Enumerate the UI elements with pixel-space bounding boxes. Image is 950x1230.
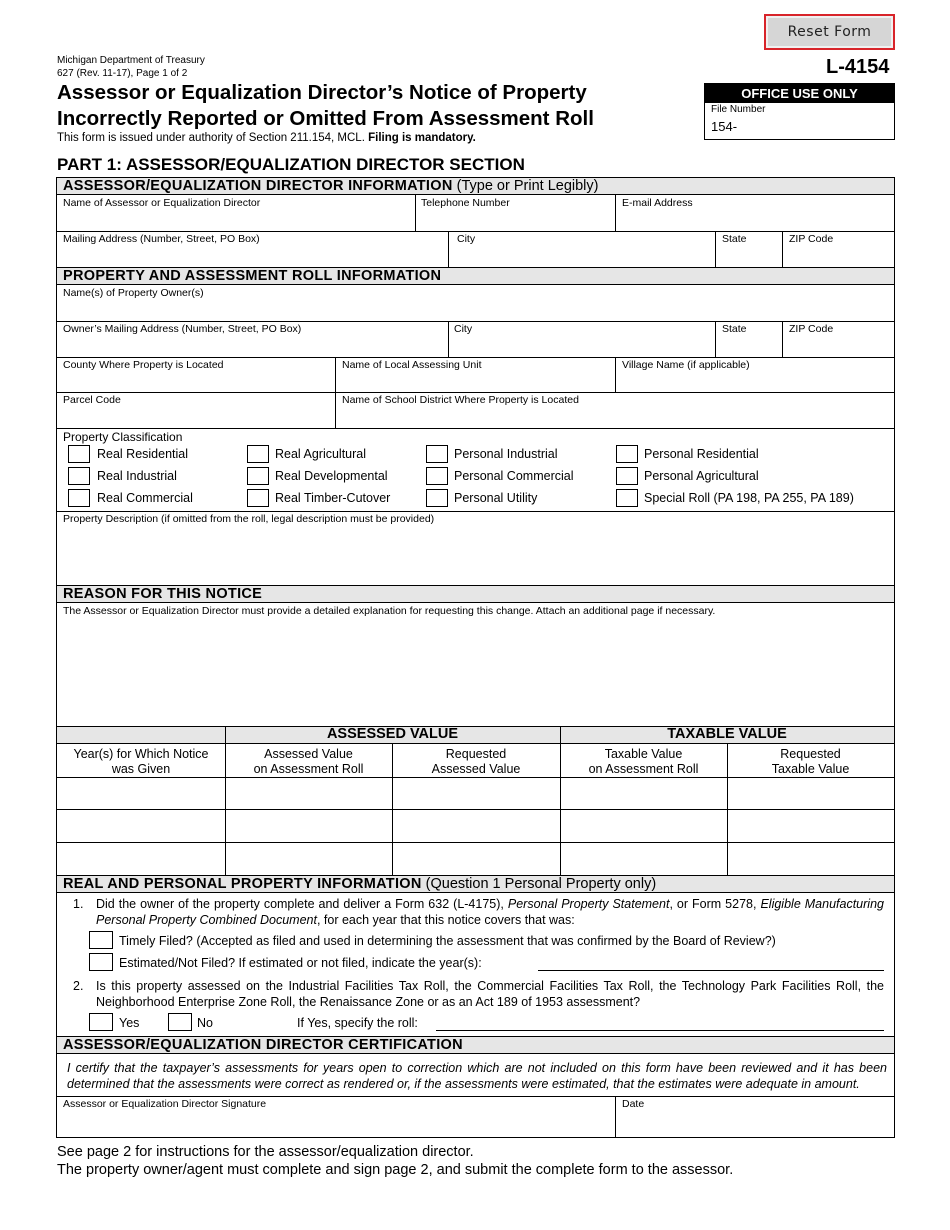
classification-label-item: Personal Utility	[454, 491, 538, 505]
divider	[782, 321, 783, 357]
assessed-value-heading: ASSESSED VALUE	[326, 726, 459, 742]
table-row[interactable]	[57, 809, 894, 810]
classification-label-item: Real Industrial	[97, 469, 177, 483]
reset-form-button[interactable]: Reset Form	[764, 14, 895, 50]
column-header-assessed-roll	[225, 747, 392, 777]
director-zip-field[interactable]: ZIP Code	[789, 233, 834, 245]
file-number-label: File Number	[711, 104, 766, 115]
reason-heading: REASON FOR THIS NOTICE	[63, 586, 263, 602]
checkbox-personal-agricultural[interactable]	[616, 467, 638, 485]
title-line-2: Incorrectly Reported or Omitted From Assessment Roll	[57, 107, 594, 130]
checkbox-real-residential[interactable]	[68, 445, 90, 463]
owner-zip-field[interactable]: ZIP Code	[789, 323, 834, 335]
signature-field[interactable]: Assessor or Equalization Director Signature	[63, 1098, 267, 1110]
director-address-field[interactable]: Mailing Address (Number, Street, PO Box)	[63, 233, 260, 245]
timely-filed-label: Timely Filed? (Accepted as filed and used in determining the assessment that was confirmed by the Board of Review?)	[119, 934, 776, 948]
local-unit-field[interactable]: Name of Local Assessing Unit	[342, 359, 482, 371]
checkbox-personal-commercial[interactable]	[426, 467, 448, 485]
q1-text-part: Personal Property Statement	[507, 897, 670, 911]
divider	[782, 231, 783, 267]
divider	[57, 428, 894, 429]
column-header-line: Assessed Value	[431, 762, 521, 776]
divider	[57, 321, 894, 322]
question-1-number: 1.	[73, 897, 84, 911]
classification-label: Property Classification	[63, 430, 183, 444]
village-field[interactable]: Village Name (if applicable)	[622, 359, 750, 371]
checkbox-estimated-not-filed[interactable]	[89, 953, 113, 971]
column-header-years	[57, 747, 225, 777]
divider	[57, 357, 894, 358]
classification-label-item: Personal Industrial	[454, 447, 558, 461]
part1-title: PART 1: ASSESSOR/EQUALIZATION DIRECTOR SECTION	[57, 155, 525, 174]
checkbox-special-roll[interactable]	[616, 489, 638, 507]
title-line-1: Assessor or Equalization Director’s Notice of Property	[57, 81, 587, 104]
specify-roll-input[interactable]	[436, 1030, 884, 1031]
form-number: L-4154	[826, 56, 890, 78]
column-header-line: on Assessment Roll	[588, 762, 699, 776]
column-header-line: Requested	[445, 747, 507, 761]
q1-text-part: Did the owner of the property complete and deliver a Form 632 (L-4175),	[96, 897, 504, 911]
director-info-heading: ASSESSOR/EQUALIZATION DIRECTOR INFORMATION	[63, 178, 453, 194]
parcel-code-field[interactable]: Parcel Code	[63, 394, 121, 406]
property-info-band	[57, 267, 894, 285]
divider	[448, 321, 449, 357]
question-2-number: 2.	[73, 979, 84, 993]
file-number-field[interactable]: 154-	[711, 119, 738, 134]
director-state-field[interactable]: State	[722, 233, 747, 245]
department-block	[57, 54, 205, 80]
column-header-line: Year(s) for Which Notice	[73, 747, 209, 761]
checkbox-timely-filed[interactable]	[89, 931, 113, 949]
form-title	[57, 80, 697, 132]
certification-text: I certify that the taxpayer’s assessments for years open to correction which are not included on this form have been reviewed and it has been determined that the assessments were correct as rendered or, if the assessments were estimated, that the estimates were adequate in amount.	[67, 1061, 887, 1091]
checkbox-real-commercial[interactable]	[68, 489, 90, 507]
certification-band	[57, 1036, 894, 1054]
estimated-years-input[interactable]	[538, 970, 884, 971]
divider	[57, 511, 894, 512]
form-revision: 627 (Rev. 11-17), Page 1 of 2	[57, 68, 188, 79]
director-phone-field[interactable]: Telephone Number	[421, 197, 510, 209]
director-name-field[interactable]: Name of Assessor or Equalization Director	[63, 197, 261, 209]
checkbox-personal-residential[interactable]	[616, 445, 638, 463]
column-header-line: Taxable Value	[771, 762, 850, 776]
estimated-label: Estimated/Not Filed? If estimated or not filed, indicate the year(s):	[119, 956, 482, 970]
property-info-heading: PROPERTY AND ASSESSMENT ROLL INFORMATION	[63, 268, 442, 284]
classification-label-item: Real Developmental	[275, 469, 388, 483]
table-row[interactable]	[57, 777, 894, 778]
checkbox-real-industrial[interactable]	[68, 467, 90, 485]
authority-statement	[57, 132, 476, 144]
rp-info-heading: REAL AND PERSONAL PROPERTY INFORMATION	[63, 876, 422, 892]
yes-label: Yes	[119, 1016, 140, 1030]
footer-line-2: The property owner/agent must complete and sign page 2, and submit the complete form to the assessor.	[57, 1162, 734, 1178]
rp-info-note: (Question 1 Personal Property only)	[425, 876, 657, 892]
divider	[615, 195, 616, 231]
table-row[interactable]	[57, 842, 894, 843]
checkbox-personal-industrial[interactable]	[426, 445, 448, 463]
q1-text-part: , for each year that this notice covers that was:	[316, 913, 575, 927]
question-2-text: Is this property assessed on the Industrial Facilities Tax Roll, the Commercial Facilities Tax Roll, the Technology Park Facilities Roll, the Neighborhood Enterprise Zone Roll, the Renaissance Zone or as an Act 189 of 1953 assessment?	[96, 979, 884, 1009]
rp-info-band	[57, 875, 894, 893]
school-district-field[interactable]: Name of School District Where Property is Located	[342, 394, 579, 406]
classification-label-item: Personal Agricultural	[644, 469, 759, 483]
checkbox-real-developmental[interactable]	[247, 467, 269, 485]
classification-label-item: Real Agricultural	[275, 447, 367, 461]
classification-label-item: Real Timber-Cutover	[275, 491, 391, 505]
divider	[57, 392, 894, 393]
office-use-heading: OFFICE USE ONLY	[705, 84, 894, 103]
reason-band	[57, 585, 894, 603]
classification-label-item: Real Commercial	[97, 491, 193, 505]
checkbox-real-agricultural[interactable]	[247, 445, 269, 463]
director-info-band	[57, 177, 894, 195]
reason-field[interactable]: The Assessor or Equalization Director must provide a detailed explanation for requesting this change. Attach an additional page if necessary.	[63, 605, 716, 617]
column-header-requested-assessed	[392, 747, 560, 777]
specify-roll-label: If Yes, specify the roll:	[297, 1016, 418, 1030]
divider	[415, 195, 416, 231]
property-description-field[interactable]: Property Description (if omitted from the roll, legal description must be provided)	[63, 513, 435, 525]
checkbox-no[interactable]	[168, 1013, 192, 1031]
county-field[interactable]: County Where Property is Located	[63, 359, 224, 371]
checkbox-yes[interactable]	[89, 1013, 113, 1031]
department-name: Michigan Department of Treasury	[57, 55, 205, 66]
divider	[57, 231, 894, 232]
divider	[615, 357, 616, 392]
classification-label-item: Special Roll (PA 198, PA 255, PA 189)	[644, 491, 854, 505]
column-header-taxable-roll	[560, 747, 727, 777]
form-frame	[56, 177, 895, 1138]
taxable-value-heading: TAXABLE VALUE	[667, 726, 787, 742]
director-info-note: (Type or Print Legibly)	[456, 178, 599, 194]
owner-address-field[interactable]: Owner’s Mailing Address (Number, Street, PO Box)	[63, 323, 302, 335]
q1-text-part: Eligible Manufacturing Personal Property Combined Document	[96, 897, 884, 927]
owner-state-field[interactable]: State	[722, 323, 747, 335]
column-header-requested-taxable	[727, 747, 894, 777]
footer-line-1: See page 2 for instructions for the assessor/equalization director.	[57, 1144, 474, 1160]
classification-label-item: Personal Residential	[644, 447, 759, 461]
column-header-line: Taxable Value	[604, 747, 683, 761]
divider	[715, 321, 716, 357]
no-label: No	[197, 1016, 213, 1030]
footer-notes	[57, 1143, 733, 1179]
director-email-field[interactable]: E-mail Address	[622, 197, 693, 209]
authority-text: This form is issued under authority of Section 211.154, MCL.	[57, 132, 365, 144]
divider	[57, 1096, 894, 1097]
divider	[615, 1096, 616, 1137]
divider	[448, 231, 449, 267]
owner-city-field[interactable]: City	[454, 323, 473, 335]
classification-label-item: Real Residential	[97, 447, 189, 461]
column-header-line: was Given	[111, 762, 171, 776]
office-use-box	[704, 83, 895, 140]
mandatory-text: Filing is mandatory.	[368, 132, 476, 144]
checkbox-real-timber-cutover[interactable]	[247, 489, 269, 507]
q1-text-part: , or Form 5278,	[669, 897, 757, 911]
divider	[715, 231, 716, 267]
director-city-field[interactable]: City	[457, 233, 476, 245]
date-field[interactable]: Date	[622, 1098, 645, 1110]
owner-names-field[interactable]: Name(s) of Property Owner(s)	[63, 287, 204, 299]
column-header-line: on Assessment Roll	[253, 762, 364, 776]
column-header-line: Requested	[780, 747, 841, 761]
column-header-line: Assessed Value	[264, 747, 353, 761]
checkbox-personal-utility[interactable]	[426, 489, 448, 507]
certification-heading: ASSESSOR/EQUALIZATION DIRECTOR CERTIFICATION	[63, 1037, 463, 1053]
classification-label-item: Personal Commercial	[454, 469, 574, 483]
question-1-text	[96, 896, 884, 928]
